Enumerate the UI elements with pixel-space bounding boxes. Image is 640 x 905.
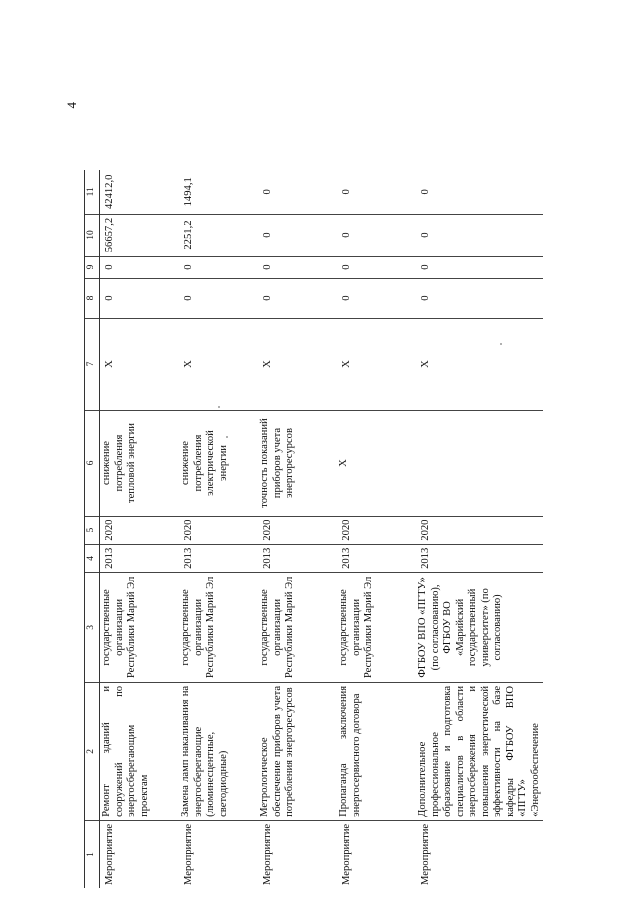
col11-value: 0 xyxy=(258,170,337,214)
col10-value: 0 xyxy=(337,214,416,256)
table-row xyxy=(179,170,258,888)
col11-value: 0 xyxy=(416,170,543,214)
column-number: 11 xyxy=(85,170,100,214)
start-year: 2013 xyxy=(258,544,337,572)
column-number-header xyxy=(85,170,100,888)
start-year: 2013 xyxy=(100,544,180,572)
col8-value: 0 xyxy=(100,278,180,318)
start-year: 2013 xyxy=(416,544,543,572)
table-row xyxy=(258,170,337,888)
col7-value: X xyxy=(258,318,337,410)
col8-value: 0 xyxy=(337,278,416,318)
table-row xyxy=(337,170,416,888)
row-type: Мероприятие xyxy=(341,823,352,885)
col11-value: 1494,1 xyxy=(179,170,258,214)
column-number: 6 xyxy=(85,410,100,516)
col10-value: 0 xyxy=(258,214,337,256)
column-number: 4 xyxy=(85,544,100,572)
row-type: Мероприятие xyxy=(104,823,115,885)
col9-value: 0 xyxy=(179,256,258,278)
column-number: 3 xyxy=(85,572,100,682)
col9-value: 0 xyxy=(100,256,180,278)
row-type: Мероприятие xyxy=(420,823,431,885)
measure-name: Ремонт зданий и сооружений по энергосберегающим проектам xyxy=(100,682,180,820)
col9-value: 0 xyxy=(258,256,337,278)
row-type: Мероприятие xyxy=(183,823,194,885)
col10-value: 0 xyxy=(416,214,543,256)
measure-name: Метрологическое обеспечение приборов учета потребления энергоресурсов xyxy=(258,682,337,820)
col9-value: 0 xyxy=(337,256,416,278)
scan-speck xyxy=(226,436,228,438)
end-year: 2020 xyxy=(179,516,258,544)
column-number: 9 xyxy=(85,256,100,278)
start-year: 2013 xyxy=(179,544,258,572)
col8-value: 0 xyxy=(258,278,337,318)
col8-value: 0 xyxy=(179,278,258,318)
measure-name: Замена ламп накаливания на энергосберегающие (люминесцентные, светодиодные) xyxy=(179,682,258,820)
row-type: Мероприятие xyxy=(262,823,273,885)
col7-value: X xyxy=(179,318,258,410)
col7-value: X xyxy=(416,318,543,410)
end-year: 2020 xyxy=(416,516,543,544)
column-number: 8 xyxy=(85,278,100,318)
start-year: 2013 xyxy=(337,544,416,572)
col9-value: 0 xyxy=(416,256,543,278)
column-number: 10 xyxy=(85,214,100,256)
col7-value: X xyxy=(100,318,180,410)
col10-value: 56657,2 xyxy=(100,214,180,256)
col7-value: X xyxy=(337,318,416,410)
executor: государственные организации Республики Марий Эл xyxy=(179,572,258,682)
expected-result: X xyxy=(337,410,416,516)
measure-name: Дополнительное профессиональное образование и подготовка специалистов в области энергосбережения и повышения энергетической эффективности на базе кафедры ФГБОУ ВПО «ПГТУ» «Энергообеспечение xyxy=(416,682,543,820)
table-row xyxy=(416,170,543,888)
col10-value: 2251,2 xyxy=(179,214,258,256)
executor: государственные организации Республики Марий Эл xyxy=(337,572,416,682)
col11-value: 0 xyxy=(337,170,416,214)
column-number: 5 xyxy=(85,516,100,544)
column-number: 1 xyxy=(85,820,100,888)
end-year: 2020 xyxy=(100,516,180,544)
expected-result: точность показаний приборов учета энергоресурсов xyxy=(258,410,337,516)
col11-value: 42412,0 xyxy=(100,170,180,214)
col8-value: 0 xyxy=(416,278,543,318)
page-number: 4 xyxy=(64,102,79,109)
column-number: 2 xyxy=(85,682,100,820)
measures-table xyxy=(84,170,543,888)
column-number: 7 xyxy=(85,318,100,410)
expected-result xyxy=(416,410,543,516)
scan-speck xyxy=(218,406,220,408)
end-year: 2020 xyxy=(337,516,416,544)
expected-result: снижение потребления электрической энергии xyxy=(179,410,258,516)
executor: государственные организации Республики Марий Эл xyxy=(258,572,337,682)
table-row xyxy=(100,170,180,888)
executor: ФГБОУ ВПО «ПГТУ» (по согласованию), ФГБОУ ВО «Марийский государственный университет» (по согласованию) xyxy=(416,572,543,682)
expected-result: снижение потребления тепловой энергии xyxy=(100,410,180,516)
document-page xyxy=(60,100,570,890)
scan-speck xyxy=(500,343,502,345)
measure-name: Пропаганда заключения энергосервисного договора xyxy=(337,682,416,820)
end-year: 2020 xyxy=(258,516,337,544)
executor: государственные организации Республики Марий Эл xyxy=(100,572,180,682)
